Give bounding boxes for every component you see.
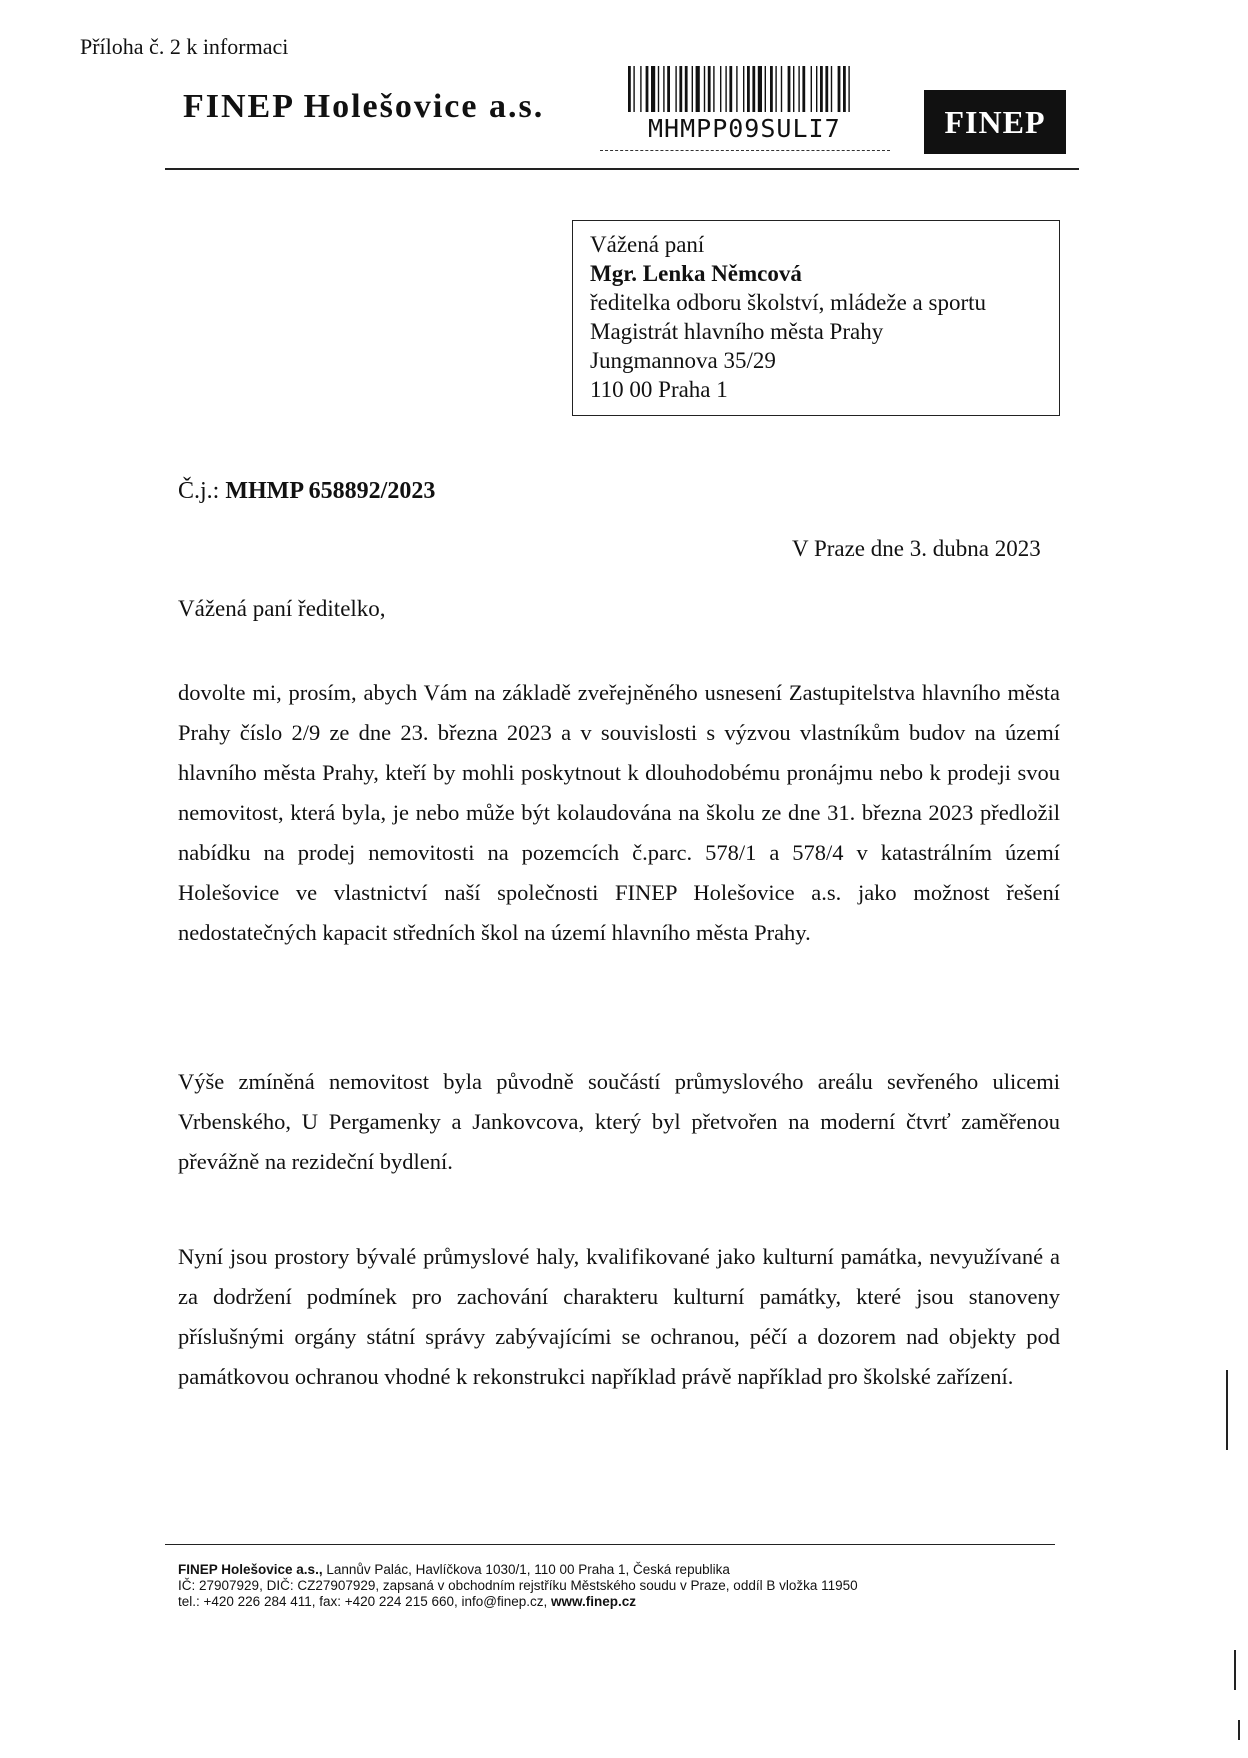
- barcode-underline: [600, 150, 890, 152]
- barcode-bar: [736, 66, 737, 112]
- scan-mark: [1238, 1720, 1240, 1740]
- scan-mark: [1234, 1650, 1236, 1690]
- barcode-bar: [770, 66, 773, 112]
- barcode-bar: [788, 66, 791, 112]
- barcode-bar: [646, 66, 649, 112]
- barcode-bar: [667, 66, 670, 112]
- footer-line-3: [178, 1594, 858, 1610]
- footer: [178, 1562, 858, 1610]
- barcode-bar: [628, 66, 631, 112]
- footer-website: www.finep.cz: [551, 1594, 637, 1609]
- barcode-bar: [708, 66, 711, 112]
- recipient-position: ředitelka odboru školství, mládeže a sportu: [590, 290, 987, 315]
- barcode-bar: [720, 66, 721, 112]
- footer-registration: IČ: 27907929, DIČ: CZ27907929, zapsaná v obchodním rejstříku Městského soudu v Praze, oddíl B vložka 11950: [178, 1578, 858, 1593]
- barcode-bar: [640, 66, 641, 112]
- barcode-bar: [704, 66, 705, 112]
- barcode-bar: [685, 66, 688, 112]
- recipient-salutation: Vážená paní: [590, 232, 705, 257]
- barcode-bar: [811, 66, 812, 112]
- footer-address: Lannův Palác, Havlíčkova 1030/1, 110 00 Praha 1, Česká republika: [326, 1562, 730, 1577]
- scan-mark: [1226, 1370, 1228, 1450]
- barcode-bar: [831, 66, 832, 112]
- barcode-bar: [820, 66, 823, 112]
- barcode-bar: [663, 66, 664, 112]
- barcode-bar: [781, 66, 782, 112]
- body-paragraph-1: dovolte mi, prosím, abych Vám na základě zveřejněného usnesení Zastupitelstva hlavního města Prahy číslo 2/9 ze dne 23. března 2023 a v souvislosti s výzvou vlastníkům budov na území hlavního města Prahy, kteří by mohli poskytnout k dlouhodobému pronájmu nebo k prodeji svou nemovitost, která byla, je nebo může být kolaudována na školu ze dne 31. března 2023 předložil nabídku na prodej nemovitosti na pozemcích č.parc. 578/1 a 578/4 v katastrálním území Holešovice ve vlastnictví naší společnosti FINEP Holešovice a.s. jako možnost řešení nedostatečných kapacit středních škol na území hlavního města Prahy.: [178, 680, 1060, 945]
- barcode-bar: [725, 66, 726, 112]
- barcode-bar: [758, 66, 762, 112]
- recipient-address: [590, 230, 986, 404]
- barcode-bar: [713, 66, 714, 112]
- barcode-bar: [675, 66, 676, 112]
- barcode-bar: [696, 66, 700, 112]
- barcode-bar: [848, 66, 849, 112]
- barcode-bar: [658, 66, 659, 112]
- barcode-bar: [843, 66, 846, 112]
- footer-contact: tel.: +420 226 284 411, fax: +420 224 215 660, info@finep.cz,: [178, 1594, 548, 1609]
- footer-line-1: [178, 1562, 858, 1578]
- barcode-bar: [798, 66, 799, 112]
- barcode: [628, 66, 900, 112]
- reference-number: MHMP 658892/2023: [225, 478, 436, 504]
- reference-label: Č.j.:: [178, 478, 220, 504]
- barcode-bar: [825, 66, 828, 112]
- company-name: FINEP Holešovice a.s.: [183, 88, 545, 125]
- barcode-bar: [692, 66, 693, 112]
- barcode-bar: [651, 66, 655, 112]
- barcode-bar: [802, 66, 805, 112]
- barcode-bar: [633, 66, 634, 112]
- barcode-bar: [743, 66, 744, 112]
- recipient-street: Jungmannova 35/29: [590, 348, 776, 373]
- barcode-bar: [838, 66, 841, 112]
- barcode-bar: [752, 66, 755, 112]
- greeting: Vážená paní ředitelko,: [178, 596, 386, 621]
- barcode-bar: [775, 66, 776, 112]
- barcode-bar: [679, 66, 682, 112]
- date-line: V Praze dne 3. dubna 2023: [792, 536, 1041, 561]
- recipient-city: 110 00 Praha 1: [590, 377, 728, 402]
- footer-company: FINEP Holešovice a.s.,: [178, 1562, 323, 1577]
- barcode-bar: [765, 66, 766, 112]
- body-paragraph-3: Nyní jsou prostory bývalé průmyslové haly, kvalifikované jako kulturní památka, nevyužívané a za dodržení podmínek pro zachování charakteru kulturní památky, které jsou stanoveny příslušnými orgány státní správy zabývajícími se ochranou, péčí a dozorem nad objekty pod památkovou ochranou vhodné k rekonstrukci například právě například pro školské zařízení.: [178, 1244, 1060, 1389]
- header-divider: [165, 168, 1079, 170]
- barcode-bar: [793, 66, 794, 112]
- barcode-bar: [747, 66, 750, 112]
- recipient-office: Magistrát hlavního města Prahy: [590, 319, 884, 344]
- annex-note: Příloha č. 2 k informaci: [80, 34, 289, 59]
- barcode-bar: [729, 66, 732, 112]
- reference-line: [178, 478, 435, 505]
- barcode-text: MHMPP09SULI7: [648, 114, 841, 143]
- recipient-name: Mgr. Lenka Němcová: [590, 261, 802, 286]
- finep-logo: FINEP: [924, 90, 1066, 154]
- barcode-graphic: [628, 66, 900, 112]
- footer-divider: [165, 1544, 1055, 1545]
- barcode-bar: [816, 66, 817, 112]
- body-paragraph-2: Výše zmíněná nemovitost byla původně součástí průmyslového areálu sevřeného ulicemi Vrbenského, U Pergamenky a Jankovcova, který byl přetvořen na moderní čtvrť zaměřenou převážně na rezideční bydlení.: [178, 1069, 1060, 1174]
